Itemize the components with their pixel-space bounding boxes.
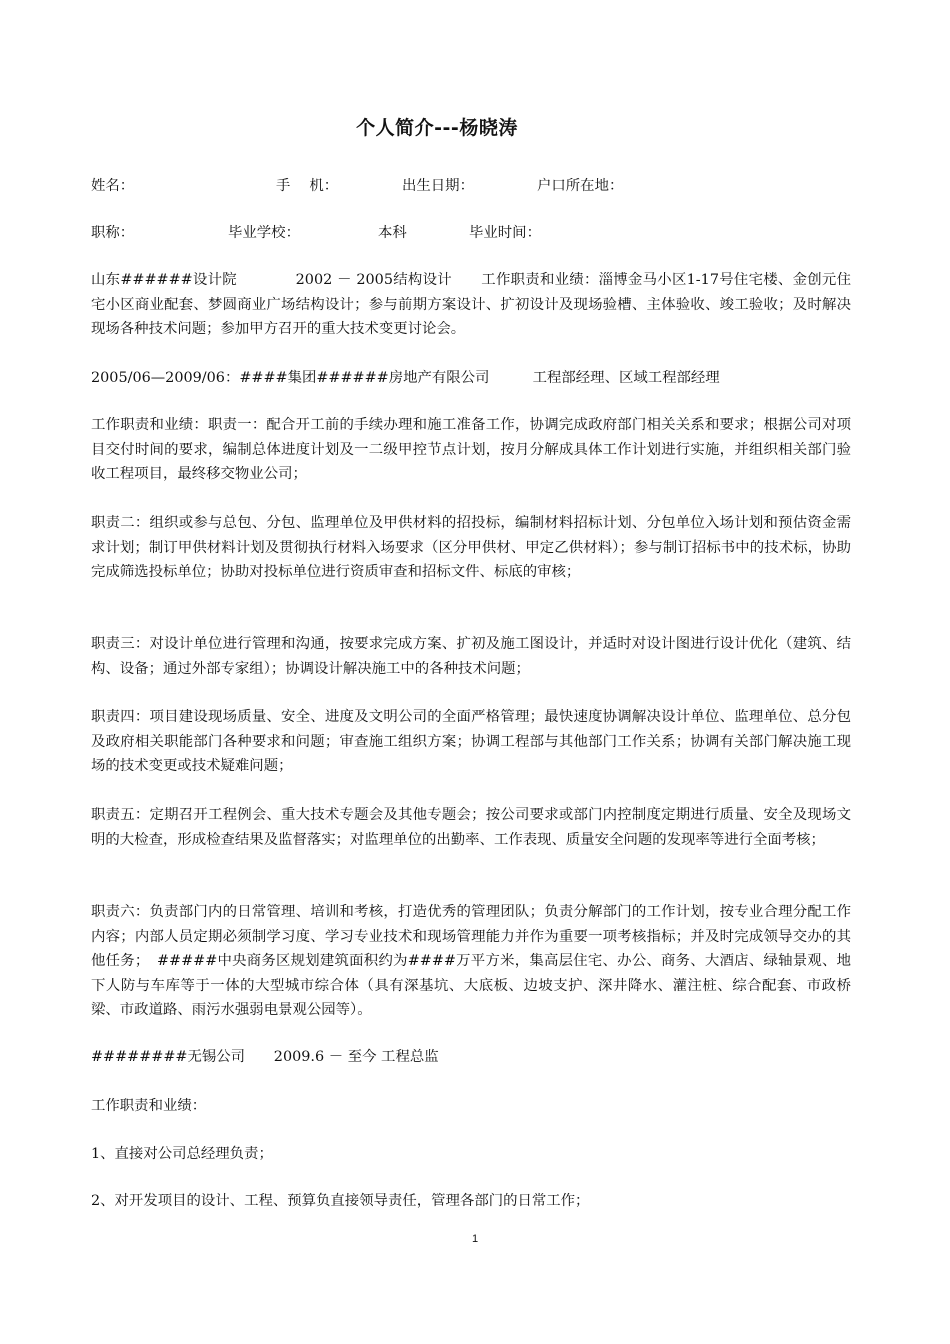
paragraph-duties-heading: 工作职责和业绩： (91, 1098, 207, 1114)
graduation-time-label: 毕业时间： (469, 225, 541, 241)
degree-text: 本科 (378, 225, 407, 241)
page-number: 1 (471, 1233, 479, 1245)
document-title: 个人简介---杨晓涛 (356, 117, 518, 139)
paragraph-duty-4: 职责四：项目建设现场质量、安全、进度及文明公司的全面严格管理；最快速度协调解决设计单位、监理单位、总分包及政府相关职能部门各种要求和问题；审查施工组织方案；协调工程部与其他部门工作关系；协调有关部门解决施工现场的技术变更或技术疑难问题； (91, 709, 851, 775)
school-label: 毕业学校： (228, 225, 300, 241)
hukou-label: 户口所在地： (537, 178, 624, 194)
paragraph-real-estate-job: 2005/06—2009/06：####集团######房地产有限公司 工程部经理、区域工程部经理 (91, 370, 720, 386)
phone-label: 手 机： (276, 178, 339, 194)
job-title-label: 职称： (91, 225, 135, 241)
paragraph-duty-1: 工作职责和业绩：职责一：配合开工前的手续办理和施工准备工作，协调完成政府部门相关关系和要求；根据公司对项目交付时间的要求，编制总体进度计划及一二级甲控节点计划，按月分解成具体工作计划进行实施，并组织相关部门验收工程项目，最终移交物业公司； (91, 417, 851, 483)
birth-date-label: 出生日期： (402, 178, 474, 194)
paragraph-wuxi-company: ########无锡公司 2009.6 － 至今 工程总监 (91, 1049, 439, 1065)
paragraph-item-1: 1、直接对公司总经理负责； (91, 1146, 273, 1162)
paragraph-design-institute: 山东######设计院 2002 － 2005结构设计 工作职责和业绩：淄博金马小区1-17号住宅楼、金创元住宅小区商业配套、梦圆商业广场结构设计；参与前期方案设计、扩初设计及现场验槽、主体验收、竣工验收；及时解决现场各种技术问题；参加甲方召开的重大技术变更讨论会。 (91, 272, 851, 338)
paragraph-item-2: 2、对开发项目的设计、工程、预算负直接领导责任，管理各部门的日常工作； (91, 1193, 590, 1209)
paragraph-duty-3: 职责三：对设计单位进行管理和沟通，按要求完成方案、扩初及施工图设计，并适时对设计图进行设计优化（建筑、结构、设备；通过外部专家组）；协调设计解决施工中的各种技术问题； (91, 636, 851, 677)
paragraph-duty-6: 职责六：负责部门内的日常管理、培训和考核，打造优秀的管理团队；负责分解部门的工作计划，按专业合理分配工作内容；内部人员定期必须制学习度、学习专业技术和现场管理能力并作为重要一项考核指标；并及时完成领导交办的其他任务； #####中央商务区规划建筑面积约为####万平方米，集高层住宅、办公、商务、大酒店、绿轴景观、地下人防与车库等于一体的大型城市综合体（具有深基坑、大底板、边坡支护、深井降水、灌注桩、综合配套、市政桥梁、市政道路、雨污水强弱电景观公园等）。 (91, 904, 851, 1019)
name-label: 姓名： (91, 178, 135, 194)
paragraph-duty-2: 职责二：组织或参与总包、分包、监理单位及甲供材料的招投标，编制材料招标计划、分包单位入场计划和预估资金需求计划；制订甲供材料计划及贯彻执行材料入场要求（区分甲供材、甲定乙供材料）；参与制订招标书中的技术标，协助完成筛选投标单位；协助对投标单位进行资质审查和招标文件、标底的审核； (91, 515, 851, 581)
paragraph-duty-5: 职责五：定期召开工程例会、重大技术专题会及其他专题会；按公司要求或部门内控制度定期进行质量、安全及现场文明的大检查，形成检查结果及监督落实；对监理单位的出勤率、工作表现、质量安全问题的发现率等进行全面考核； (91, 807, 851, 848)
